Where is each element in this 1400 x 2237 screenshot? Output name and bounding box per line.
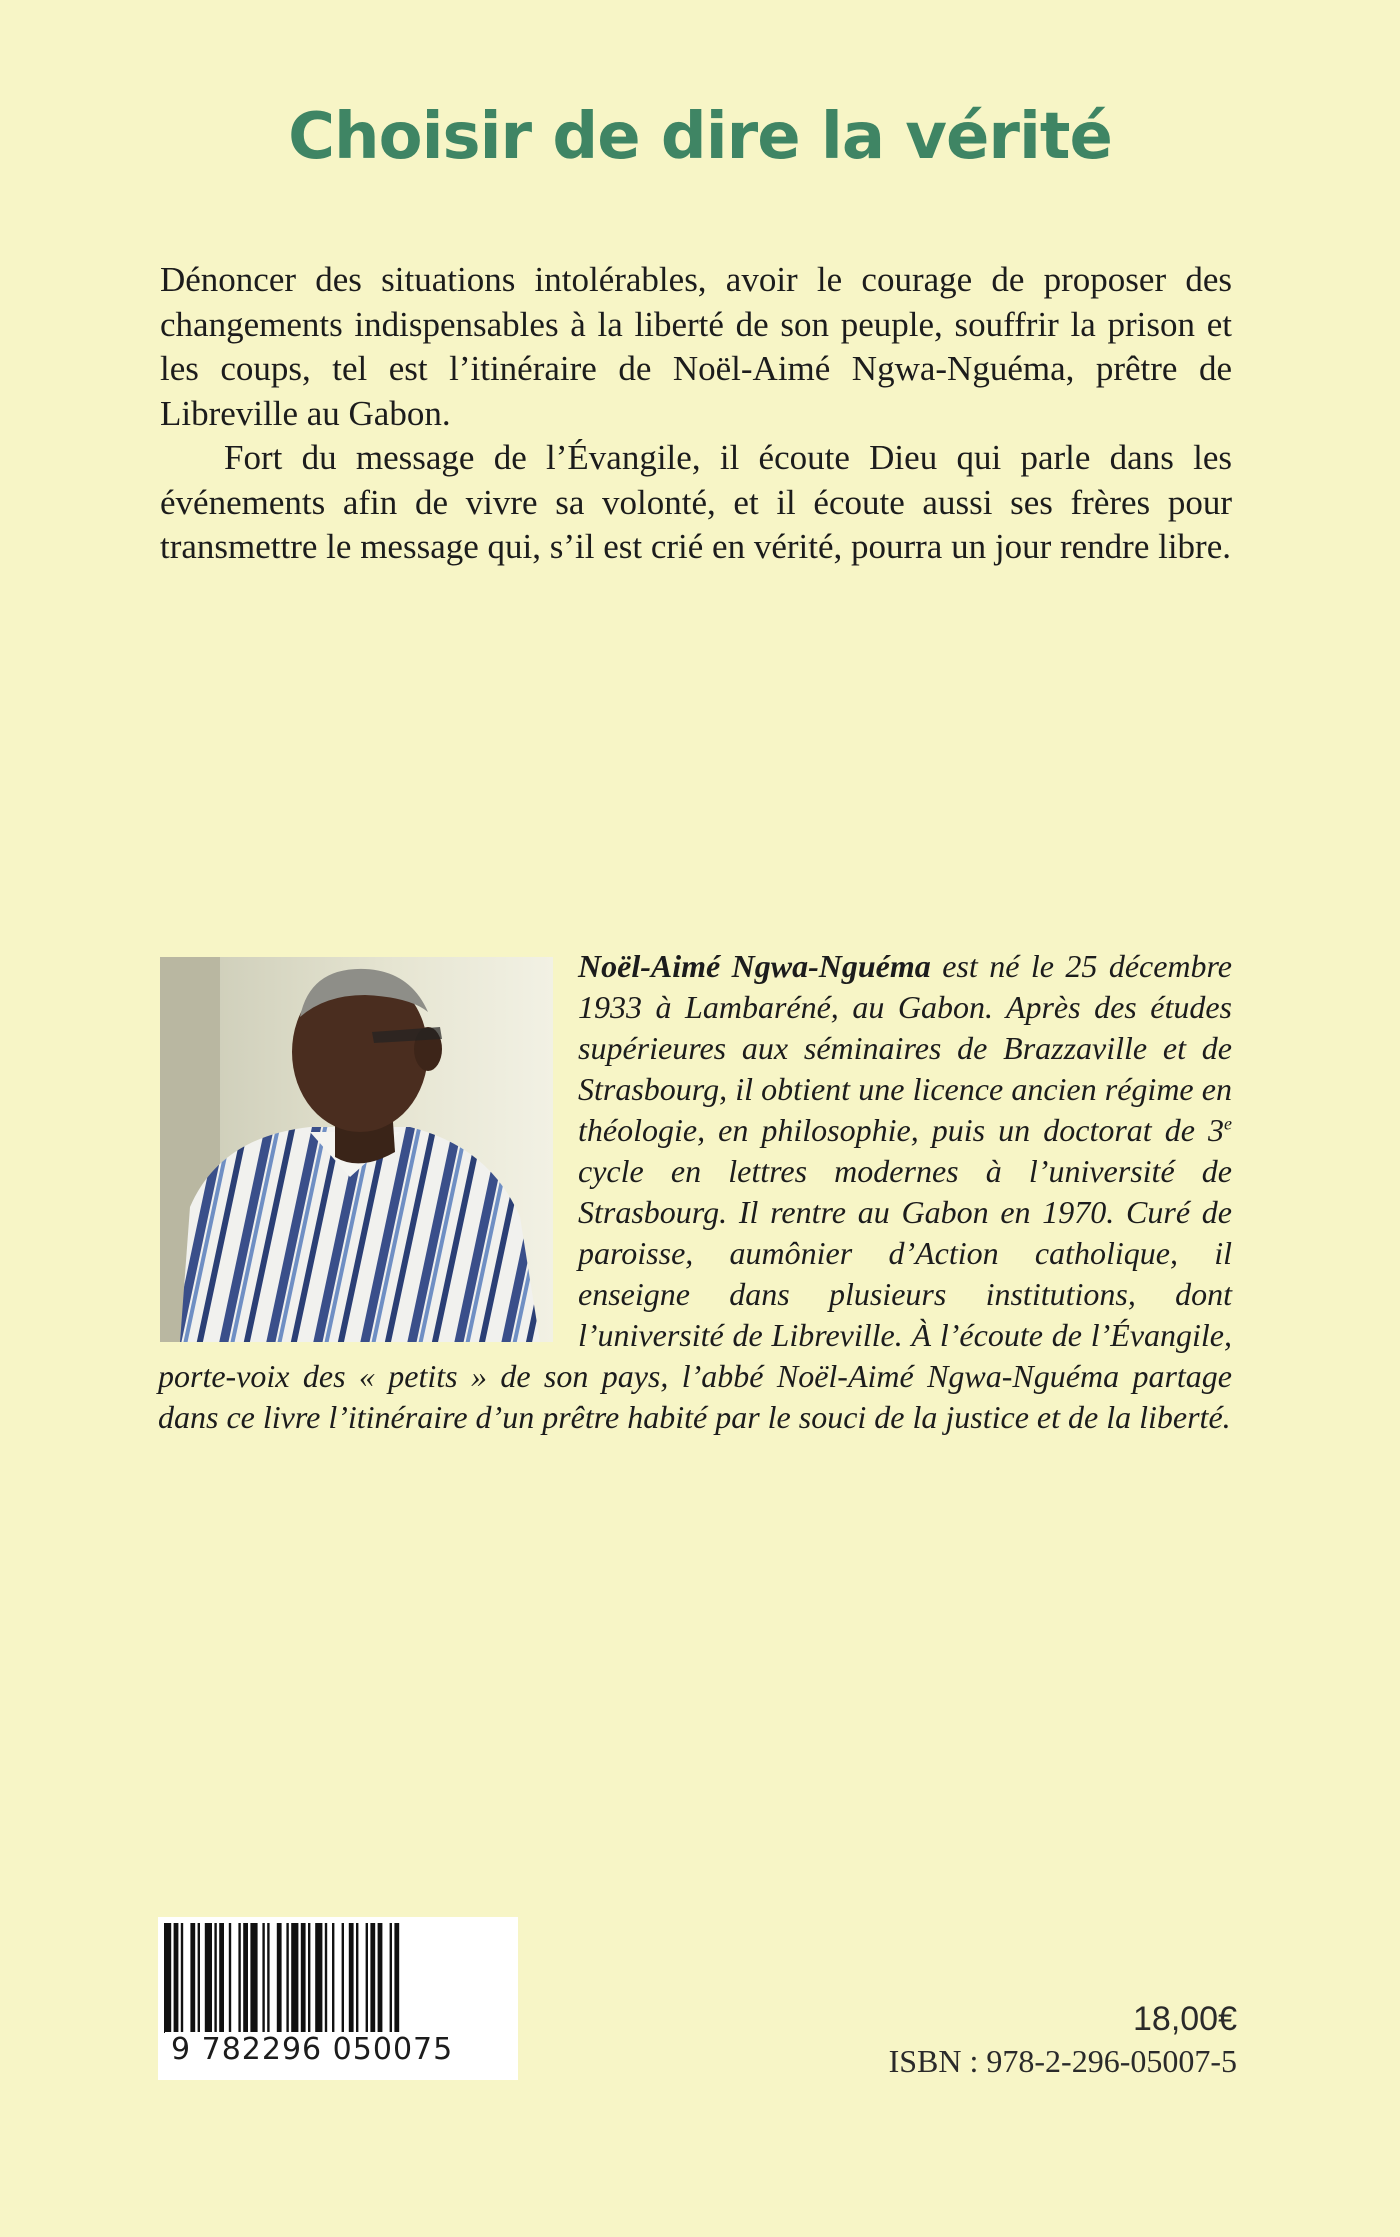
isbn: ISBN : 978-2-296-05007-5 xyxy=(888,2043,1237,2079)
back-cover-summary xyxy=(160,258,1232,570)
price: 18,00€ xyxy=(1133,2000,1237,2038)
barcode-digits: 9 782296 050075 xyxy=(165,2032,459,2067)
summary-paragraph-1: Dénoncer des situations intolérables, avoir le courage de proposer des changements indispensables à la liberté de son peuple, souffrir la prison et les coups, tel est l’itinéraire de Noël-Aimé Ngwa-Nguéma, prêtre de Libreville au Gabon. xyxy=(160,260,1232,433)
photo-spacer xyxy=(158,946,578,1351)
bio-superscript: e xyxy=(1224,1113,1232,1134)
author-biography xyxy=(158,946,1232,1438)
author-name: Noël-Aimé Ngwa-Nguéma xyxy=(578,948,931,984)
bio-text-part-1: est né le 25 décembre 1933 à Lambaréné, au Gabon. Après des études supérieures aux séminaires de Brazzaville et de Strasbourg, il obtient une licence ancien régime en théologie, en philosophie, puis un doctorat de 3 xyxy=(578,948,1233,1148)
summary-paragraph-2: Fort du message de l’Évangile, il écoute Dieu qui parle dans les événements afin de vivre sa volonté, et il écoute aussi ses frères pour transmettre le message qui, s’il est crié en vérité, pourra un jour rendre libre. xyxy=(160,438,1232,566)
book-title: Choisir de dire la vérité xyxy=(288,100,1112,174)
bio-text-part-2: cycle en lettres modernes à l’université de Strasbourg. Il rentre au Gabon en 1970. Curé de paroisse, aumônier d’Action catholique, il enseigne dans plusieurs institutions, dont l’université de Libreville. À l’écoute de l’Évangile, porte-voix des « petits » de son pays, l’abbé Noël-Aimé Ngwa-Nguéma partage dans ce livre l’itinéraire d’un prêtre habité par le souci de la justice et de la liberté. xyxy=(158,1153,1232,1435)
